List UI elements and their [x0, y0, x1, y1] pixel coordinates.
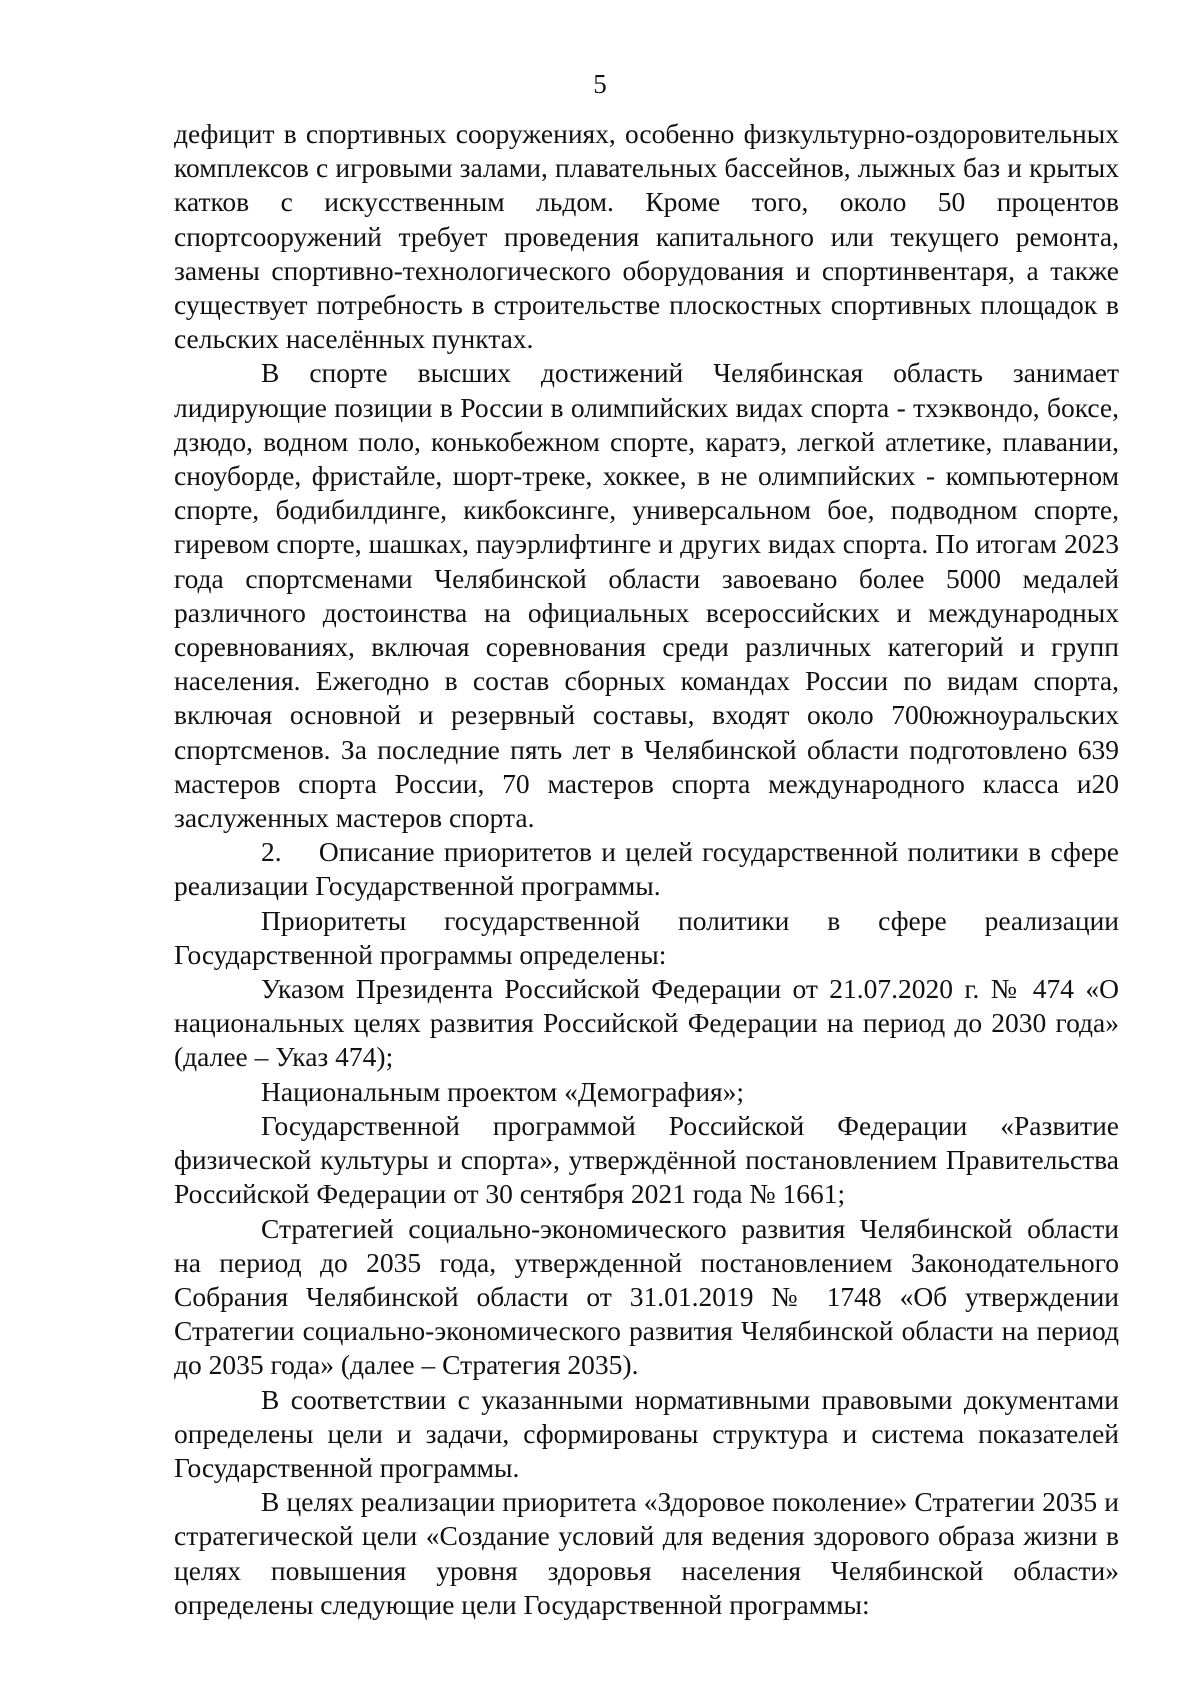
section-heading-priorities-and-goals: 2. Описание приоритетов и целей государственной политики в сфере реализации Государственной программы.: [174, 836, 1119, 902]
paragraph-presidential-decree: Указом Президента Российской Федерации от 21.07.2020 г. № 474 «О национальных целях развития Российской Федерации на период до 2030 года» (далее – Указ 474);: [174, 973, 1119, 1073]
paragraph-regional-strategy-2035: Стратегией социально-экономического развития Челябинской области на период до 2035 года, утвержденной постановлением Законодательного Собрания Челябинской области от 31.01.2019 № 1748 «Об утверждении Стратегии социально-экономического развития Челябинской области на период до 2035 года» (далее – Стратегия 2035).: [174, 1212, 1119, 1381]
page-number: 5: [593, 69, 607, 99]
paragraph-healthy-generation-priority: В целях реализации приоритета «Здоровое поколение» Стратегии 2035 и стратегической цели «Создание условий для ведения здорового образа жизни в целях повышения уровня здоровья населения Челябинской области» определены следующие цели Государственной программы:: [174, 1486, 1119, 1620]
paragraph-national-project: Национальным проектом «Демография»;: [261, 1075, 745, 1107]
paragraph-sports-facilities-deficit: дефицит в спортивных сооружениях, особенно физкультурно-оздоровительных комплексов с игровыми залами, плавательных бассейнов, лыжных баз и крытых катков с искусственным льдом. Кроме того, около 50 процентов спортсооружений требует проведения капитального или текущего ремонта, замены спортивно-технологического оборудования и спортинвентаря, а также существует потребность в строительстве плоскостных спортивных площадок в сельских населённых пунктах.: [174, 118, 1119, 355]
paragraph-federal-state-program: Государственной программой Российской Федерации «Развитие физической культуры и спорта», утверждённой постановлением Правительства Российской Федерации от 30 сентября 2021 года № 1661;: [174, 1109, 1119, 1210]
paragraph-priorities-defined: Приоритеты государственной политики в сфере реализации Государственной программы определены:: [174, 904, 1119, 970]
paragraph-goals-and-tasks: В соответствии с указанными нормативными правовыми документами определены цели и задачи, сформированы структура и система показателей Государственной программы.: [174, 1383, 1119, 1483]
document-body: [174, 117, 1119, 1622]
paragraph-high-achievement-sports: В спорте высших достижений Челябинская область занимает лидирующие позиции в России в олимпийских видах спорта - тхэквондо, боксе, дзюдо, водном поло, конькобежном спорте, каратэ, легкой атлетике, плавании, сноуборде, фристайле, шорт-треке, хоккее, в не олимпийских - компьютерном спорте, бодибилдинге, кикбоксинге, универсальном бое, подводном спорте, гиревом спорте, шашках, пауэрлифтинге и других видах спорта. По итогам 2023 года спортсменами Челябинской области завоевано более 5000 медалей различного достоинства на официальных всероссийских и международных соревнованиях, включая соревнования среди различных категорий и групп населения. Ежегодно в состав сборных командах России по видам спорта, включая основной и резервный составы, входят около 700южноуральских спортсменов. За последние пять лет в Челябинской области подготовлено 639 мастеров спорта России, 70 мастеров спорта международного класса и20 заслуженных мастеров спорта.: [174, 357, 1119, 834]
